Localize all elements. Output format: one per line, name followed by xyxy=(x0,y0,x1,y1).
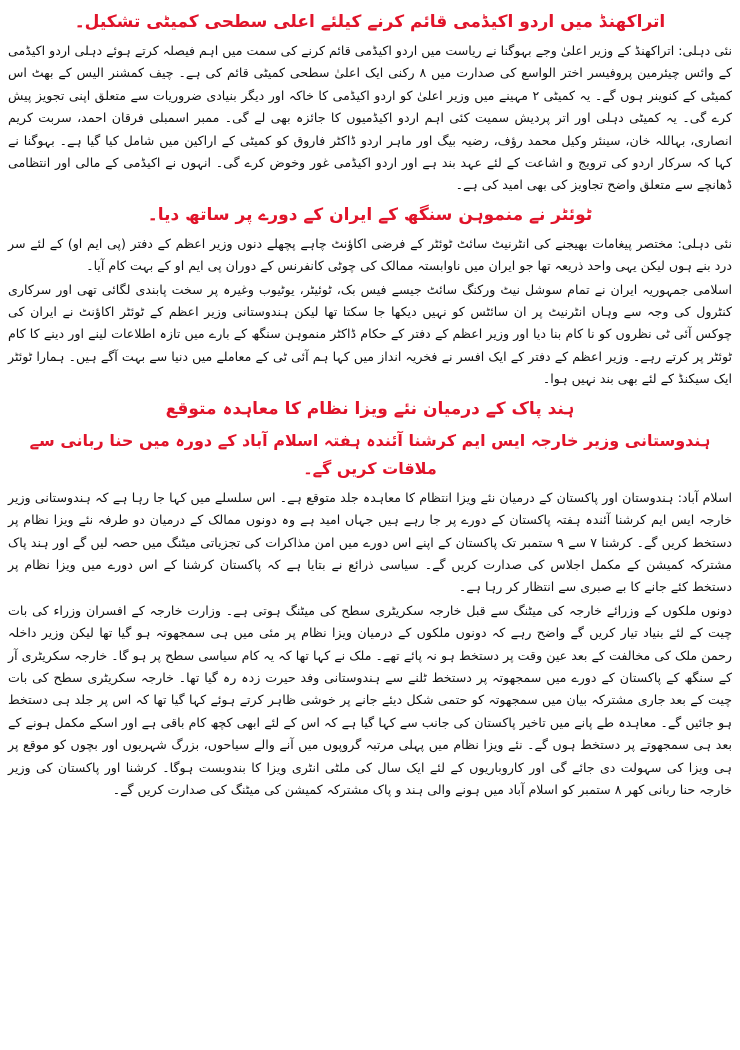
article-paragraph: اسلام آباد: ہندوستان اور پاکستان کے درمیان نئے ویزا انتظام کا معاہدہ جلد متوقع ہے۔ اس سلسلے میں کہا جا رہا ہے کہ ہندوستانی وزیر خارجہ ایس ایم کرشنا آئندہ ہفتہ پاکستان کے دورے پر جا رہے ہیں جہاں امید ہے وہ دونوں ممالک کے درمیان دو طرفہ نئے ویزا نظام پر دستخط کریں گے۔ کرشنا ۷ سے ۹ ستمبر تک پاکستان کے اپنے اس دورے میں امن مذاکرات کی تجزیاتی میٹنگ میں حصہ لیں گے اور ہند پاک مشترکہ کمیشن کے مکمل اجلاس کی صدارت کریں گے۔ سیاسی ذرائع نے بتایا ہے کہ پاکستان کرشنا کے اس دورے میں ویزا نظام پر دستخط کئے جانے کا بے صبری سے انتظار کر رہا ہے۔ xyxy=(8,489,732,595)
article-paragraph: نئی دہلی: اتراکھنڈ کے وزیر اعلیٰ وجے بہوگنا نے ریاست میں اردو اکیڈمی قائم کرنے کی سمت میں اہم فیصلہ کرتے ہوئے دہلی اردو اکیڈمی کے وائس چیئرمین پروفیسر اختر الواسع کی صدارت میں ۸ رکنی ایک اعلیٰ سطحی کمیٹی قائم کی ہے۔ چیف کمشنر الیس کے بھٹ اس کمیٹی کے کنوینر ہوں گے۔ یہ کمیٹی ۲ مہینے میں وزیر اعلیٰ کو اردو اکیڈمی کا خاکہ اور دیگر بنیادی ضروریات سے متعلق اپنی تجویز پیش کرے گی۔ یہ کمیٹی دہلی اور اتر پردیش سمیت کئی اہم اردو اکیڈمیوں کا جائزہ بھی لے گی۔ ممبر اسمبلی فرقان احمد، سربت کریم انصاری، بہاللہ خان، سینئر وکیل محمد رؤف، رضیہ بیگ اور ماہر اردو ڈاکٹر فاروق کو کمیٹی کے اراکین میں شامل کیا گیا ہے۔ بہوگنا نے کہا کہ سرکار اردو کی ترویج و اشاعت کے لئے عہد بند ہے اور اردو اکیڈمی غور وخوض کرے گی۔ انہوں نے اکیڈمی کے مالی اور انتظامی ڈھانچے سے متعلق واضح تجاویز کی بھی امید کی ہے۔ xyxy=(8,43,733,193)
article-twitter-iran xyxy=(8,201,732,391)
headline-urdu-academy: اتراکھنڈ میں اردو اکیڈمی قائم کرنے کیلئے اعلی سطحی کمیٹی تشکیل۔ xyxy=(74,12,666,32)
article-urdu-academy xyxy=(8,8,732,197)
article-paragraph: اسلامی جمہوریہ ایران نے تمام سوشل نیٹ ورکنگ سائٹ جیسے فیس بک، ٹوئیٹر، یوٹیوب وغیرہ پر سخت پابندی لگائی تھی اور سرکاری کنٹرول کی وجہ سے وہاں انٹرنیٹ پر ان سائٹس کو نہیں دیکھا جا سکتا تھا لیکن ہندوستانی وزیر اعظم کے ٹوئٹر اکاؤنٹ نے ایران کی چوکس آئی ٹی نظروں کو نا کام بنا دیا اور وزیر اعظم کے دفتر کے حکام ڈاکٹر منموہن سنگھ کے بارے میں تازہ اطلاعات لینے اور دینے کا کام ٹوئٹر پر کرتے رہے۔ وزیر اعظم کے دفتر کے ایک افسر نے فخریہ انداز میں کہا ہم آئی ٹی کے معاملے میں دنیا سے بہت آگے ہیں۔ ہمارا ٹوئٹر ایک سیکنڈ کے لئے بھی بند نہیں ہوا۔ xyxy=(8,281,732,387)
article-paragraph: نئی دہلی: مختصر پیغامات بھیجنے کی انٹرنیٹ سائٹ ٹوئٹر کے فرضی اکاؤنٹ چاہے پچھلے دنوں وزیر اعظم کے دفتر (پی ایم او) کے لئے سر درد بنے ہوں لیکن یہی واحد ذریعہ تھا جو ایران میں ناوابستہ ممالک کی چوٹی کانفرنس کے دوران پی ایم او کے بہت کام آیا۔ xyxy=(8,235,732,274)
subheadline-krishna-visit: ہندوستانی وزیر خارجہ ایس ایم کرشنا آئندہ ہفتہ اسلام آباد کے دورہ میں حنا ربانی سے ملاقات کریں گے۔ xyxy=(29,430,711,478)
headline-indo-pak-visa: ہند پاک کے درمیان نئے ویزا نظام کا معاہدہ متوقع xyxy=(165,398,575,419)
article-indo-pak-visa xyxy=(8,395,732,802)
headline-twitter-iran: ٹوئٹر نے منموہن سنگھ کے ایران کے دورے پر ساتھ دیا۔ xyxy=(147,204,593,225)
article-paragraph: دونوں ملکوں کے وزرائے خارجہ کی میٹنگ سے قبل خارجہ سکریٹری سطح کی میٹنگ ہوتی ہے۔ وزارت خارجہ کے افسران وزراء کی بات چیت کے لئے بنیاد تیار کریں گے واضح رہے کہ دونوں ملکوں کے درمیان ویزا نظام پر مئی میں ہی سمجھوتہ ہو گیا تھا لیکن وزیر داخلہ رحمن ملک کی مخالفت کے بعد عین وقت پر دستخط ہو نہ پائے تھے۔ ملک نے کہا تھا کہ یہ کام سیاسی سطح پر ہو گا۔ خارجہ سکریٹری آر کے سنگھ کے پاکستان کے دورے میں سمجھوتہ پر دستخط ٹلنے سے ہندوستانی وفد حیرت زدہ رہ گیا تھا۔ خارجہ سکریٹری سطح کی بات چیت کے بعد جاری مشترکہ بیان میں سمجھوتہ کو حتمی شکل دیئے جانے پر خوشی ظاہر کرتے ہوئے کہا گیا تھا کہ اس پر جلد ہی دستخط ہو جائیں گے۔ معاہدہ طے پانے میں تاخیر پاکستان کی جانب سے کہا گیا ہے کہ اس کے لئے ابھی کچھ کام باقی ہے اور اسکے مکمل ہونے کے بعد ہی سمجھوتے پر دستخط ہوں گے۔ نئے ویزا نظام میں پہلی مرتبہ گروپوں میں آنے والے سیاحوں، بزرگ شہریوں اور بچوں کو موقع پر ہی ویزا کی سہولت دی جائے گی اور کاروباریوں کے لئے ایک سال کی ملٹی انٹری ویزا کا بندوبست ہوگا۔ کرشنا اور پاکستان کی وزیر خارجہ حنا ربانی کھر ۸ ستمبر کو اسلام آباد میں ہونے والی ہند و پاک مشترکہ کمیشن کی میٹنگ کی صدارت کریں گے۔ xyxy=(8,602,732,797)
